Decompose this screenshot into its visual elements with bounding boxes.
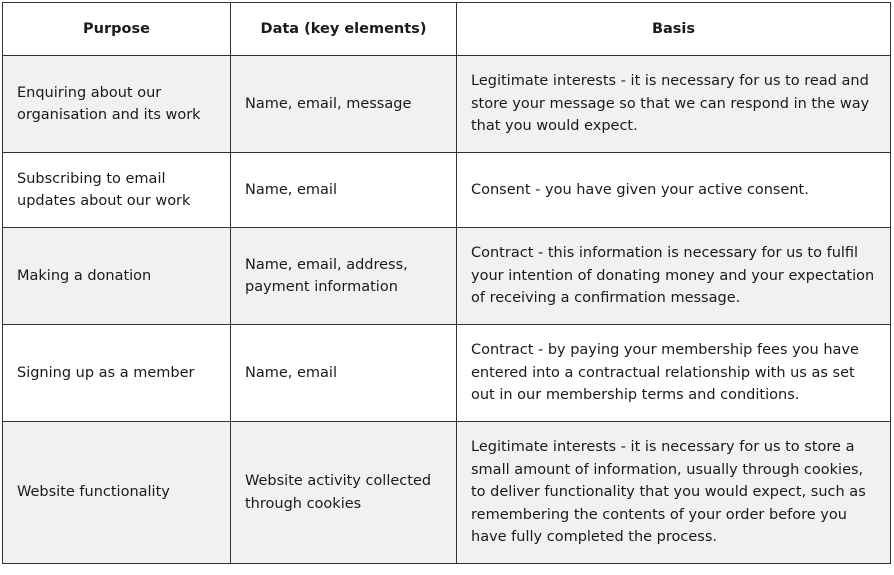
cell-purpose: Making a donation (3, 228, 231, 325)
header-row (3, 3, 891, 56)
table-row (3, 56, 891, 153)
table-row (3, 422, 891, 564)
cell-data: Name, email (231, 153, 457, 228)
cell-data: Name, email, message (231, 56, 457, 153)
data-processing-table-container (2, 2, 890, 564)
cell-data: Name, email, address, payment information (231, 228, 457, 325)
cell-basis: Contract - this information is necessary for us to fulfil your intention of donating money and your expectation of receiving a confirmation message. (457, 228, 891, 325)
table-row (3, 153, 891, 228)
header-data: Data (key elements) (231, 3, 457, 56)
cell-purpose: Signing up as a member (3, 325, 231, 422)
data-processing-table (2, 2, 891, 564)
cell-purpose: Subscribing to email updates about our work (3, 153, 231, 228)
table-row (3, 228, 891, 325)
table-row (3, 325, 891, 422)
cell-purpose: Website functionality (3, 422, 231, 564)
cell-basis: Legitimate interests - it is necessary for us to read and store your message so that we can respond in the way that you would expect. (457, 56, 891, 153)
cell-basis: Consent - you have given your active consent. (457, 153, 891, 228)
cell-basis: Contract - by paying your membership fees you have entered into a contractual relationship with us as set out in our membership terms and conditions. (457, 325, 891, 422)
cell-data: Website activity collected through cookies (231, 422, 457, 564)
cell-purpose: Enquiring about our organisation and its work (3, 56, 231, 153)
cell-data: Name, email (231, 325, 457, 422)
header-purpose: Purpose (3, 3, 231, 56)
header-basis: Basis (457, 3, 891, 56)
cell-basis: Legitimate interests - it is necessary for us to store a small amount of information, usually through cookies, to deliver functionality that you would expect, such as remembering the contents of your order before you have fully completed the process. (457, 422, 891, 564)
